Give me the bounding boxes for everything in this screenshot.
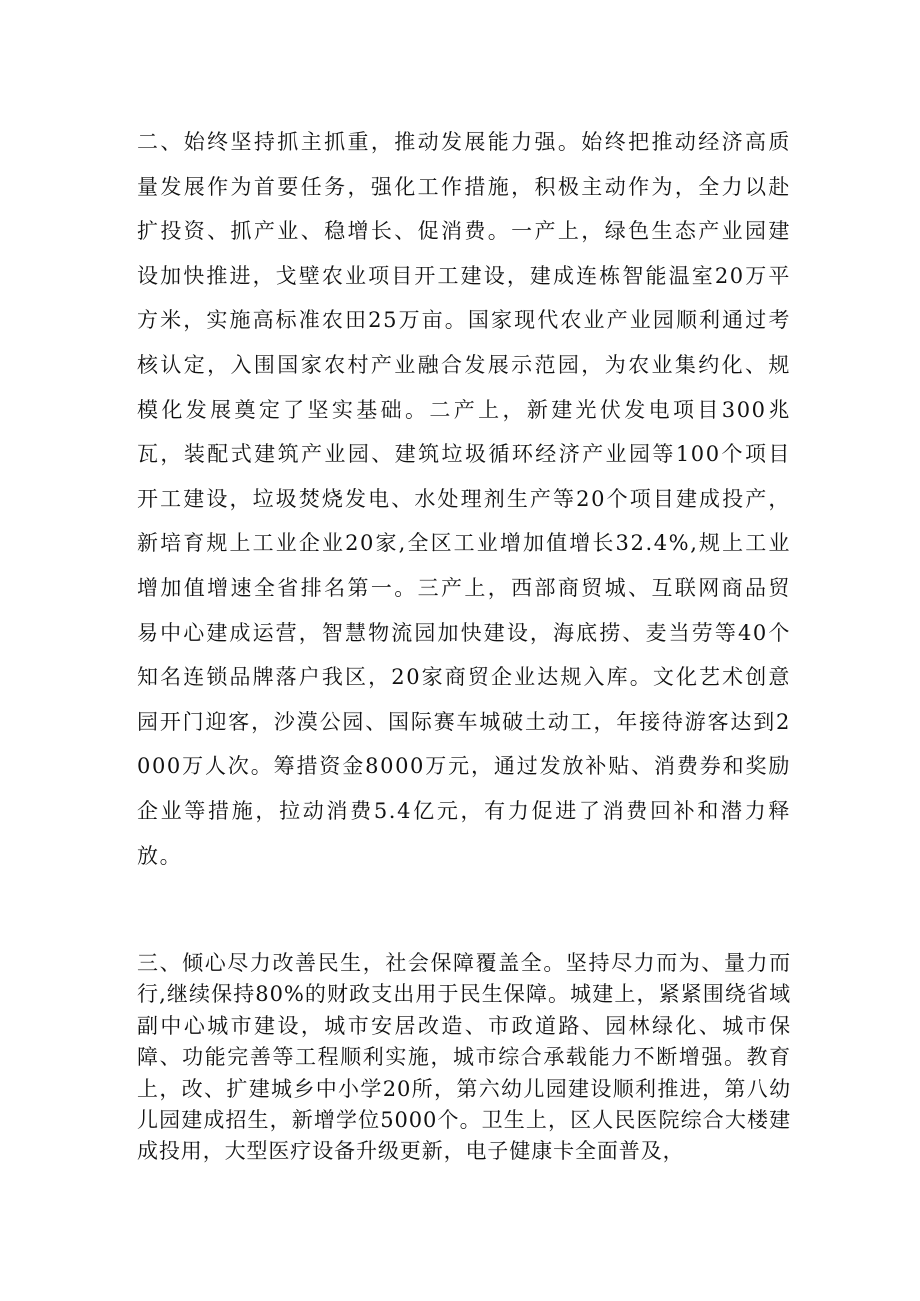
paragraph-economic-development: 二、始终坚持抓主抓重，推动发展能力强。始终把推动经济高质量发展作为首要任务，强化工作措施，积极主动作为，全力以赴扩投资、抓产业、稳增长、促消费。一产上，绿色生态产业园建设加快推进，戈壁农业项目开工建设，建成连栋智能温室20万平方米，实施高标准农田25万亩。国家现代农业产业园顺利通过考核认定，入围国家农村产业融合发展示范园，为农业集约化、规模化发展奠定了坚实基础。二产上，新建光伏发电项目300兆瓦，装配式建筑产业园、建筑垃圾循环经济产业园等100个项目开工建设，垃圾焚烧发电、水处理剂生产等20个项目建成投产，新培育规上工业企业20家,全区工业增加值增长32.4%,规上工业增加值增速全省排名第一。三产上，西部商贸城、互联网商品贸易中心建成运营，智慧物流园加快建设，海底捞、麦当劳等40个知名连锁品牌落户我区，20家商贸企业达规入库。文化艺术创意园开门迎客，沙漠公园、国际赛车城破土动工，年接待游客达到2000万人次。筹措资金8000万元，通过发放补贴、消费券和奖励企业等措施，拉动消费5.4亿元，有力促进了消费回补和潜力释放。 bbox=[137, 130, 791, 868]
paragraph-livelihood-security: 三、倾心尽力改善民生，社会保障覆盖全。坚持尽力而为、量力而行,继续保持80%的财政支出用于民生保障。城建上，紧紧围绕省域副中心城市建设，城市安居改造、市政道路、园林绿化、城市保障、功能完善等工程顺利实施，城市综合承载能力不断增强。教育上，改、扩建城乡中小学20所，第六幼儿园建设顺利推进，第八幼儿园建成招生，新增学位5000个。卫生上，区人民医院综合大楼建成投用，大型医疗设备升级更新，电子健康卡全面普及， bbox=[137, 951, 791, 1164]
